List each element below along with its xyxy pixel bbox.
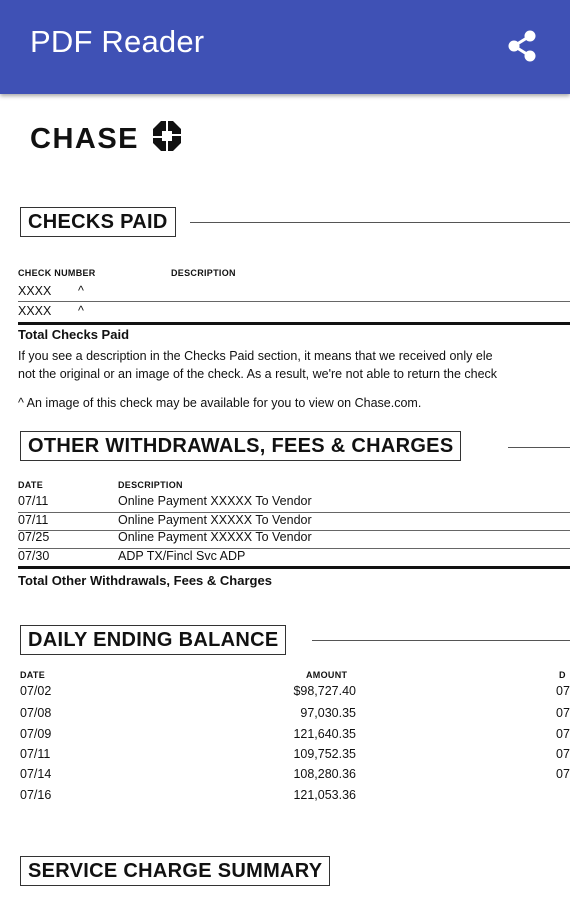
txn-desc: Online Payment XXXXX To Vendor xyxy=(118,513,312,527)
balance-date-2: 07 xyxy=(556,684,570,698)
balance-date-2: 07 xyxy=(556,706,570,720)
daily-balance-heading: DAILY ENDING BALANCE xyxy=(20,625,286,655)
checks-note-line3: ^ An image of this check may be available for you to view on Chase.com. xyxy=(18,396,422,410)
col-check-number: CHECK NUMBER xyxy=(18,268,96,278)
balance-date: 07/09 xyxy=(20,727,52,741)
chase-octagon-icon xyxy=(153,121,181,151)
col-amount: AMOUNT xyxy=(306,670,348,680)
col-date: DATE xyxy=(20,670,46,680)
checks-note-line2: not the original or an image of the check. As a result, we're not able to return the check xyxy=(18,367,498,381)
txn-date: 07/25 xyxy=(18,530,50,544)
table-row xyxy=(18,302,570,321)
balance-amount: 121,640.35 xyxy=(293,727,356,741)
txn-desc: Online Payment XXXXX To Vendor xyxy=(118,530,312,544)
balance-date: 07/11 xyxy=(20,747,51,761)
service-charge-heading: SERVICE CHARGE SUMMARY xyxy=(20,856,330,886)
checks-note-line1: If you see a description in the Checks Paid section, it means that we received only ele xyxy=(18,349,493,363)
col-date-2: D xyxy=(559,670,566,680)
balance-date-2: 07 xyxy=(556,747,570,761)
table-row xyxy=(18,492,570,511)
balance-date: 07/14 xyxy=(20,767,52,781)
col-date: DATE xyxy=(18,480,44,490)
check-desc: ^ xyxy=(78,304,84,318)
balance-amount: $98,727.40 xyxy=(293,684,356,698)
total-divider xyxy=(18,322,570,325)
txn-desc: ADP TX/Fincl Svc ADP xyxy=(118,549,246,563)
balance-date: 07/02 xyxy=(20,684,52,698)
balance-date-2: 07 xyxy=(556,727,570,741)
col-description: DESCRIPTION xyxy=(118,480,183,490)
balance-date: 07/16 xyxy=(20,788,52,802)
table-row xyxy=(18,282,570,301)
table-row xyxy=(18,528,570,547)
share-icon[interactable] xyxy=(502,26,542,66)
txn-date: 07/30 xyxy=(18,549,50,563)
balance-amount: 109,752.35 xyxy=(293,747,356,761)
chase-wordmark: CHASE xyxy=(30,123,140,155)
check-number: XXXX xyxy=(18,284,52,298)
txn-date: 07/11 xyxy=(18,513,49,527)
section-divider xyxy=(312,640,570,641)
balance-amount: 121,053.36 xyxy=(293,788,356,802)
total-checks-paid: Total Checks Paid xyxy=(18,327,130,342)
balance-amount: 97,030.35 xyxy=(300,706,356,720)
txn-desc: Online Payment XXXXX To Vendor xyxy=(118,494,312,508)
app-title: PDF Reader xyxy=(30,24,205,59)
txn-date: 07/11 xyxy=(18,494,49,508)
check-desc: ^ xyxy=(78,284,84,298)
checks-paid-heading: CHECKS PAID xyxy=(20,207,176,237)
col-description: DESCRIPTION xyxy=(171,268,236,278)
total-divider xyxy=(18,566,570,569)
withdrawals-heading: OTHER WITHDRAWALS, FEES & CHARGES xyxy=(20,431,461,461)
balance-date: 07/08 xyxy=(20,706,52,720)
table-row xyxy=(18,547,570,566)
check-number: XXXX xyxy=(18,304,52,318)
balance-date-2: 07 xyxy=(556,767,570,781)
total-withdrawals: Total Other Withdrawals, Fees & Charges xyxy=(18,573,272,588)
app-bar xyxy=(0,0,570,94)
pdf-page[interactable] xyxy=(0,94,570,900)
section-divider xyxy=(190,222,570,223)
section-divider xyxy=(508,447,570,448)
balance-amount: 108,280.36 xyxy=(293,767,356,781)
